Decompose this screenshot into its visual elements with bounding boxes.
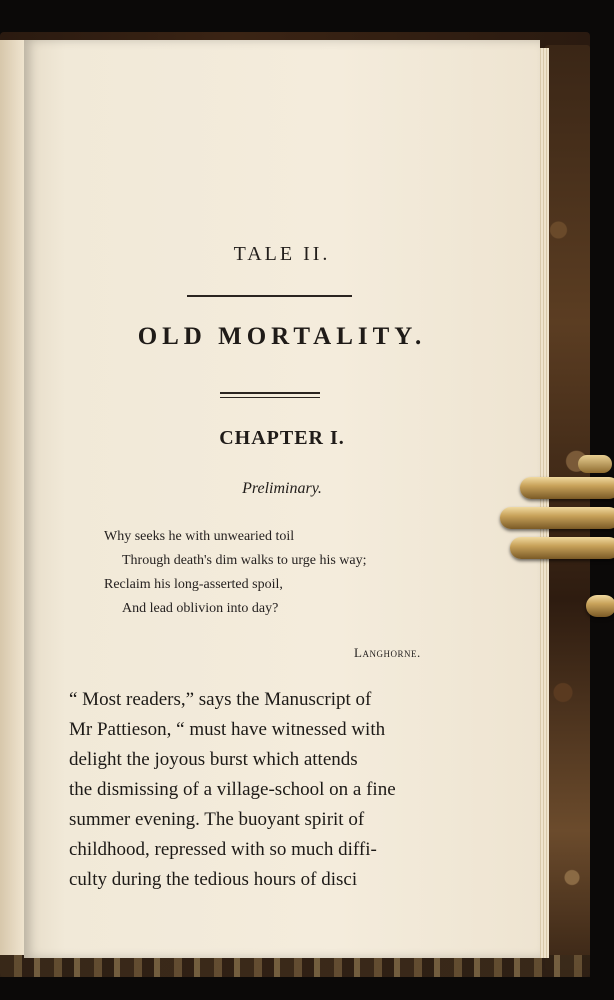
- epigraph-attribution: Langhorne.: [354, 645, 421, 660]
- body-line: delight the joyous burst which attends: [69, 749, 358, 770]
- body-line: the dismissing of a village-school on a fine: [69, 779, 396, 800]
- verse-line: Reclaim his long-asserted spoil,: [104, 577, 283, 592]
- tale-heading: TALE II.: [233, 243, 331, 265]
- chapter-heading: CHAPTER I.: [219, 427, 345, 449]
- clip-finger: [510, 537, 614, 559]
- verse-line: Through death's dim walks to urge his way;: [122, 553, 367, 568]
- verse-line: And lead oblivion into day?: [122, 601, 279, 616]
- body-paragraph: [69, 685, 489, 895]
- heading-rule: [187, 295, 352, 297]
- body-line: childhood, repressed with so much diffi-: [69, 839, 377, 860]
- title-rule: [220, 392, 320, 398]
- body-line: culty during the tedious hours of disci: [69, 869, 358, 890]
- clip-finger: [520, 477, 614, 499]
- brass-page-clip: [498, 455, 614, 620]
- tale-title: OLD MORTALITY.: [137, 323, 427, 350]
- verse-line: Why seeks he with unwearied toil: [104, 529, 295, 544]
- body-line: Mr Pattieson, “ must have witnessed with: [69, 719, 386, 740]
- epigraph-verse: [104, 525, 504, 621]
- body-line: summer evening. The buoyant spirit of: [69, 809, 365, 830]
- book-page: [24, 40, 540, 958]
- body-line: “ Most readers,” says the Manuscript of: [69, 689, 372, 710]
- chapter-subtitle: Preliminary.: [242, 480, 322, 497]
- clip-finger: [586, 595, 614, 617]
- facing-page-edge: [0, 40, 25, 955]
- clip-finger: [500, 507, 614, 529]
- marbled-bottom-edge: [0, 955, 590, 977]
- clip-knob: [578, 455, 612, 473]
